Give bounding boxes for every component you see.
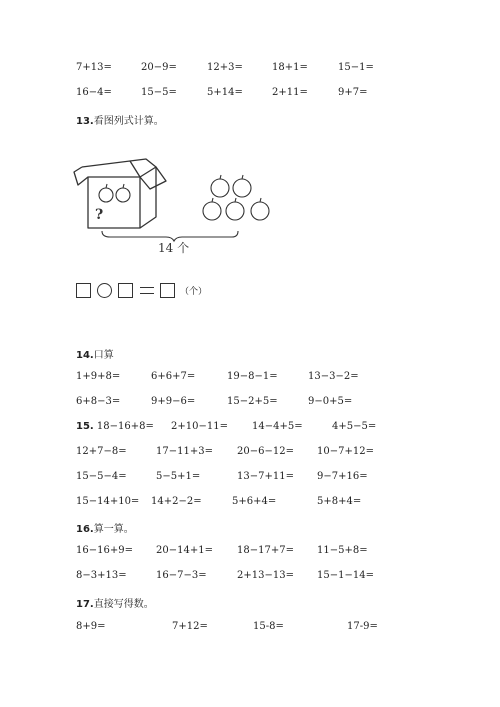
exercise: 16−16+9= <box>76 545 133 556</box>
exercise: 20−9= <box>141 62 177 73</box>
q13-title: 看图列式计算。 <box>93 116 164 127</box>
answer-box[interactable] <box>160 283 175 298</box>
exercise: 16−7−3= <box>156 570 207 581</box>
q15-row-1 <box>0 446 500 462</box>
q16-row-1 <box>0 545 500 561</box>
exercise: 16−4= <box>76 87 112 98</box>
exercise: 12+7−8= <box>76 446 127 457</box>
exercise: 20−6−12= <box>237 446 294 457</box>
exercise: 9+9−6= <box>151 396 196 407</box>
exercise: 9−0+5= <box>308 396 353 407</box>
exercise: 13−7+11= <box>237 471 294 482</box>
exercise: 18+1= <box>272 62 308 73</box>
exercise: 2+10−11= <box>171 421 228 432</box>
q16-number: 16. <box>76 524 94 535</box>
q15-row-2 <box>0 471 500 487</box>
exercise: 2+11= <box>272 87 308 98</box>
q17-row-1 <box>0 621 500 637</box>
exercise: 11−5+8= <box>317 545 368 556</box>
q17-title: 直接写得数。 <box>93 599 154 610</box>
equals-sign <box>140 284 154 297</box>
answer-box[interactable] <box>118 283 133 298</box>
q13-illustration <box>70 155 285 255</box>
q15-row-3 <box>0 496 500 512</box>
answer-formula <box>76 283 207 301</box>
exercise: 8+9= <box>76 621 106 632</box>
q15-row-0 <box>0 421 500 437</box>
answer-box[interactable] <box>76 283 91 298</box>
q14-row-1 <box>0 371 500 387</box>
exercise: 17-9= <box>347 621 378 632</box>
exercise: 20−14+1= <box>156 545 213 556</box>
exercise: 5+14= <box>207 87 243 98</box>
apple-icon <box>203 175 269 220</box>
question-mark: ? <box>95 207 104 223</box>
exercise: 7+12= <box>172 621 208 632</box>
exercise: 15−5−4= <box>76 471 127 482</box>
q14-title: 口算 <box>93 350 114 361</box>
exercise: 15-8= <box>253 621 284 632</box>
q15-heading <box>76 421 154 432</box>
exercise: 13−3−2= <box>308 371 359 382</box>
exercise: 15−5= <box>141 87 177 98</box>
exercise: 8−3+13= <box>76 570 127 581</box>
q16-title: 算一算。 <box>93 524 134 535</box>
exercise: 6+8−3= <box>76 396 121 407</box>
q13-number: 13. <box>76 116 94 127</box>
exercise: 15−14+10= <box>76 496 140 507</box>
exercise: 14+2−2= <box>151 496 202 507</box>
exercise: 15−1−14= <box>317 570 374 581</box>
exercise: 17−11+3= <box>156 446 213 457</box>
total-label: 14 个 <box>158 241 190 255</box>
q14-row-2 <box>0 396 500 412</box>
brace <box>102 231 238 241</box>
top-row-2 <box>0 87 500 103</box>
exercise: 4+5−5= <box>332 421 377 432</box>
exercise: 10−7+12= <box>317 446 374 457</box>
q13-heading <box>76 112 164 127</box>
q14-heading <box>76 346 114 361</box>
q15-number: 15. <box>76 421 94 432</box>
exercise: 19−8−1= <box>227 371 278 382</box>
unit-label: （个） <box>179 287 207 297</box>
exercise: 9−7+16= <box>317 471 368 482</box>
exercise: 5+6+4= <box>232 496 277 507</box>
exercise: 1+9+8= <box>76 371 121 382</box>
q16-heading <box>76 520 134 535</box>
exercise: 18−16+8= <box>96 421 154 432</box>
exercise: 18−17+7= <box>237 545 294 556</box>
exercise: 15−1= <box>338 62 374 73</box>
top-row-1 <box>0 62 500 78</box>
q17-number: 17. <box>76 599 94 610</box>
exercise: 12+3= <box>207 62 243 73</box>
operator-circle[interactable] <box>97 283 112 298</box>
exercise: 15−2+5= <box>227 396 278 407</box>
q16-row-2 <box>0 570 500 586</box>
exercise: 2+13−13= <box>237 570 294 581</box>
q14-number: 14. <box>76 350 94 361</box>
exercise: 5−5+1= <box>156 471 201 482</box>
q17-heading <box>76 595 154 610</box>
exercise: 14−4+5= <box>252 421 303 432</box>
exercise: 5+8+4= <box>317 496 362 507</box>
exercise: 7+13= <box>76 62 112 73</box>
exercise: 6+6+7= <box>151 371 196 382</box>
exercise: 9+7= <box>338 87 368 98</box>
